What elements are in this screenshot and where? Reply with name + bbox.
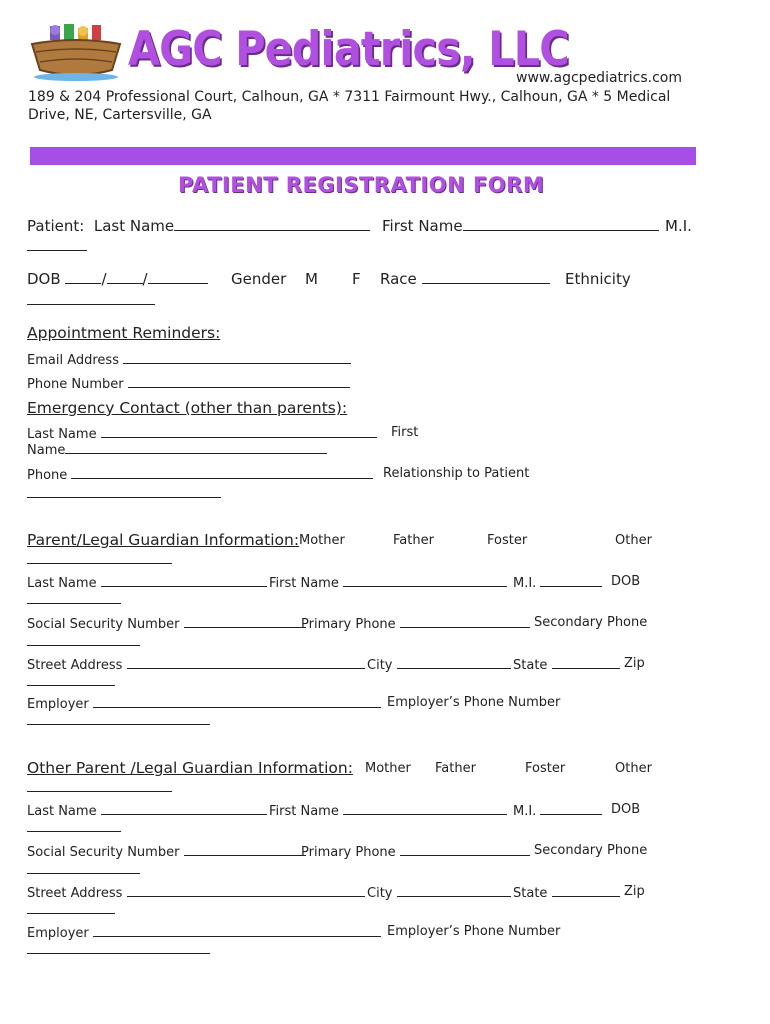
guardian1-city-group	[367, 656, 511, 673]
emergency-first-label: First	[391, 425, 419, 440]
header-divider-bar	[30, 147, 696, 165]
appointment-reminders-heading: Appointment Reminders:	[27, 324, 221, 342]
emergency-last-name-field[interactable]	[101, 425, 377, 438]
dob-day-field[interactable]	[107, 271, 143, 284]
guardian2-first-name-field[interactable]	[343, 802, 507, 815]
emergency-first-name-group	[27, 441, 327, 458]
guardian2-employer-field[interactable]	[93, 924, 381, 937]
guardian1-last-name-field[interactable]	[101, 574, 267, 587]
guardian1-mi-field[interactable]	[540, 574, 602, 587]
address-line-2: Drive, NE, Cartersville, GA	[28, 107, 212, 123]
patient-dob-label: DOB	[27, 270, 61, 288]
guardian2-other-field[interactable]	[27, 791, 172, 792]
guardian1-mi-label: M.I.	[513, 576, 537, 591]
relationship-label: Relationship to Patient	[383, 466, 530, 481]
race-group	[380, 270, 550, 288]
guardian1-employer-phone-field[interactable]	[27, 724, 210, 725]
website-link[interactable]: www.agcpediatrics.com	[516, 70, 683, 86]
guardian2-first-name-group	[269, 802, 507, 819]
guardian2-employer-phone-label: Employer’s Phone Number	[387, 924, 561, 939]
guardian1-primary-phone-group	[301, 615, 530, 632]
guardian1-secondary-phone-field[interactable]	[27, 645, 140, 646]
guardian2-option-father[interactable]: Father	[435, 761, 476, 776]
guardian2-employer-group	[27, 924, 381, 941]
guardian1-secondary-phone-label: Secondary Phone	[534, 615, 648, 630]
guardian2-last-name-field[interactable]	[101, 802, 267, 815]
patient-name-row	[27, 217, 370, 235]
guardian2-city-group	[367, 884, 511, 901]
guardian2-state-label: State	[513, 886, 548, 901]
guardian1-state-label: State	[513, 658, 548, 673]
emergency-phone-group	[27, 466, 373, 483]
form-title: PATIENT REGISTRATION FORM	[178, 173, 545, 197]
guardian1-option-father[interactable]: Father	[393, 533, 434, 548]
address-line-1: 189 & 204 Professional Court, Calhoun, GA * 7311 Fairmount Hwy., Calhoun, GA * 5 Medical	[28, 89, 671, 105]
guardian2-zip-field[interactable]	[27, 913, 115, 914]
guardian2-ssn-label: Social Security Number	[27, 845, 180, 860]
guardian2-last-name-label: Last Name	[27, 804, 97, 819]
guardian2-street-group	[27, 884, 365, 901]
guardian2-employer-label: Employer	[27, 926, 89, 941]
guardian2-option-mother[interactable]: Mother	[365, 761, 411, 776]
emergency-last-name-group	[27, 425, 377, 442]
guardian1-option-other[interactable]: Other	[615, 533, 652, 548]
guardian2-primary-phone-label: Primary Phone	[301, 845, 396, 860]
guardian1-street-field[interactable]	[127, 656, 365, 669]
patient-last-name-field[interactable]	[174, 218, 370, 231]
patient-mi-label: M.I.	[665, 217, 692, 235]
patient-first-name-field[interactable]	[463, 218, 659, 231]
guardian2-last-name-group	[27, 802, 267, 819]
guardian1-state-field[interactable]	[552, 656, 620, 669]
guardian2-option-foster[interactable]: Foster	[525, 761, 566, 776]
guardian2-first-name-label: First Name	[269, 804, 339, 819]
emergency-name-label: Name	[27, 443, 66, 458]
guardian2-mi-group	[513, 802, 602, 819]
practice-address	[28, 88, 748, 124]
guardian1-street-label: Street Address	[27, 658, 123, 673]
dob-slash: /	[101, 270, 107, 288]
guardian1-first-name-group	[269, 574, 507, 591]
guardian2-heading: Other Parent /Legal Guardian Information:	[27, 759, 353, 777]
guardian1-employer-group	[27, 695, 381, 712]
gender-option-f[interactable]: F	[352, 270, 361, 288]
guardian1-last-name-group	[27, 574, 267, 591]
reminder-phone-field[interactable]	[128, 375, 350, 388]
guardian2-state-group	[513, 884, 620, 901]
guardian1-employer-phone-label: Employer’s Phone Number	[387, 695, 561, 710]
patient-dob-group	[27, 270, 208, 288]
guardian1-primary-phone-field[interactable]	[400, 615, 530, 628]
guardian2-state-field[interactable]	[552, 884, 620, 897]
gender-label: Gender	[231, 270, 287, 288]
reminder-phone-group	[27, 375, 350, 392]
email-label: Email Address	[27, 353, 119, 368]
guardian2-ssn-field[interactable]	[184, 843, 306, 856]
guardian1-employer-label: Employer	[27, 697, 89, 712]
patient-mi-field[interactable]	[27, 250, 87, 251]
guardian1-dob-label: DOB	[611, 574, 641, 589]
guardian2-secondary-phone-label: Secondary Phone	[534, 843, 648, 858]
guardian2-primary-phone-field[interactable]	[400, 843, 530, 856]
guardian1-heading: Parent/Legal Guardian Information:	[27, 531, 300, 549]
guardian2-mi-field[interactable]	[540, 802, 602, 815]
guardian1-option-mother[interactable]: Mother	[299, 533, 345, 548]
emergency-first-name-field[interactable]	[65, 441, 327, 454]
email-group	[27, 351, 351, 368]
ark-animals-logo-icon	[28, 22, 123, 84]
guardian2-city-label: City	[367, 886, 393, 901]
guardian1-street-group	[27, 656, 365, 673]
guardian1-other-field[interactable]	[27, 563, 172, 564]
guardian2-city-field[interactable]	[397, 884, 511, 897]
dob-month-field[interactable]	[65, 271, 101, 284]
patient-first-name-label: First Name	[382, 217, 463, 235]
patient-label: Patient:	[27, 217, 85, 235]
relationship-field[interactable]	[27, 497, 221, 498]
ethnicity-label: Ethnicity	[565, 270, 631, 288]
guardian2-ssn-group	[27, 843, 306, 860]
guardian1-ssn-label: Social Security Number	[27, 617, 180, 632]
guardian1-state-group	[513, 656, 620, 673]
dob-year-field[interactable]	[148, 271, 208, 284]
guardian1-city-label: City	[367, 658, 393, 673]
guardian2-street-field[interactable]	[127, 884, 365, 897]
patient-last-name-label: Last Name	[93, 217, 175, 235]
guardian2-street-label: Street Address	[27, 886, 123, 901]
guardian2-dob-label: DOB	[611, 802, 641, 817]
guardian2-secondary-phone-field[interactable]	[27, 873, 140, 874]
guardian1-dob-field[interactable]	[27, 603, 121, 604]
guardian1-ssn-field[interactable]	[184, 615, 306, 628]
race-label: Race	[380, 270, 417, 288]
race-field[interactable]	[422, 271, 550, 284]
emergency-last-name-label: Last Name	[27, 427, 97, 442]
email-field[interactable]	[123, 351, 351, 364]
guardian2-employer-phone-field[interactable]	[27, 953, 210, 954]
guardian1-ssn-group	[27, 615, 306, 632]
emergency-phone-field[interactable]	[71, 466, 373, 479]
ethnicity-field[interactable]	[27, 304, 155, 305]
emergency-contact-heading: Emergency Contact (other than parents):	[27, 399, 348, 417]
practice-title: AGC Pediatrics, LLC	[128, 22, 569, 77]
reminder-phone-label: Phone Number	[27, 377, 124, 392]
guardian1-first-name-field[interactable]	[343, 574, 507, 587]
guardian1-zip-field[interactable]	[27, 685, 115, 686]
guardian2-primary-phone-group	[301, 843, 530, 860]
guardian1-last-name-label: Last Name	[27, 576, 97, 591]
emergency-phone-label: Phone	[27, 468, 68, 483]
patient-first-name-group	[382, 217, 659, 235]
guardian2-dob-field[interactable]	[27, 831, 121, 832]
guardian1-first-name-label: First Name	[269, 576, 339, 591]
gender-option-m[interactable]: M	[305, 270, 318, 288]
guardian1-option-foster[interactable]: Foster	[487, 533, 528, 548]
guardian1-zip-label: Zip	[624, 656, 645, 671]
guardian1-primary-phone-label: Primary Phone	[301, 617, 396, 632]
guardian1-city-field[interactable]	[397, 656, 511, 669]
guardian1-mi-group	[513, 574, 602, 591]
guardian2-zip-label: Zip	[624, 884, 645, 899]
dob-slash: /	[142, 270, 148, 288]
guardian2-mi-label: M.I.	[513, 804, 537, 819]
guardian2-option-other[interactable]: Other	[615, 761, 652, 776]
guardian1-employer-field[interactable]	[93, 695, 381, 708]
